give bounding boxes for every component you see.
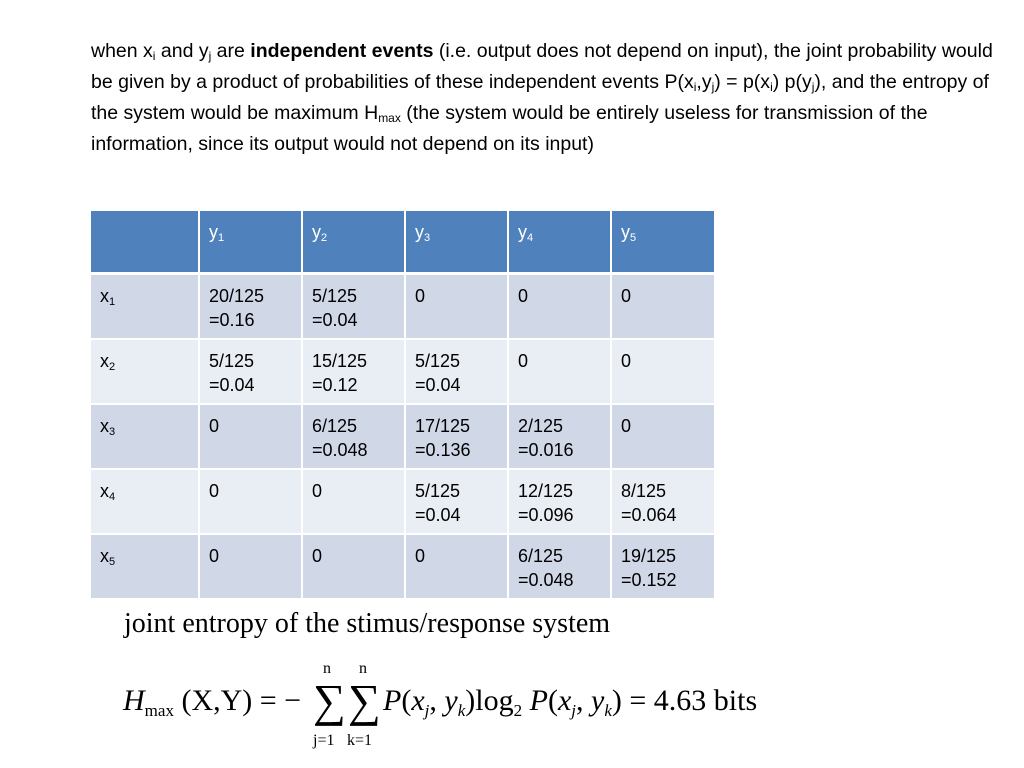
intro-paragraph: [91, 36, 1016, 160]
table-cell: 0: [302, 534, 405, 599]
joint-entropy-formula: [123, 650, 823, 760]
para-sub-3: i: [693, 80, 697, 94]
table-cell: 0: [611, 404, 714, 469]
para-sub-4: j: [711, 80, 715, 94]
col-header-y1: $y_1$: [199, 211, 302, 274]
sum-k-symbol: ∑: [348, 675, 381, 726]
table-cell: 0: [508, 339, 611, 404]
table-header-row: [91, 211, 714, 274]
table-cell: 20/125 =0.16: [199, 274, 302, 340]
joint-probability-table: [91, 211, 714, 600]
table-row: [91, 274, 714, 340]
row-header-x3: $x_3$: [91, 404, 199, 469]
table-cell: 5/125 =0.04: [302, 274, 405, 340]
table-cell: 0: [199, 534, 302, 599]
table-row: [91, 469, 714, 534]
table-cell: 0: [611, 339, 714, 404]
table-cell: 0: [611, 274, 714, 340]
para-text-9: (the system would be entirely useless for transmission of the information, since its output would not depend on its input): [91, 102, 928, 155]
table-cell: 12/125 =0.096: [508, 469, 611, 534]
row-header-x5: $x_5$: [91, 534, 199, 599]
row-header-x2: $x_2$: [91, 339, 199, 404]
para-sub-max: max: [378, 111, 401, 125]
table-cell: 5/125 =0.04: [405, 339, 508, 404]
table-cell: 0: [199, 404, 302, 469]
table-cell: 17/125 =0.136: [405, 404, 508, 469]
table-cell: 15/125 =0.12: [302, 339, 405, 404]
col-header-y3: $y_3$: [405, 211, 508, 274]
col-header-y5: $y_5$: [611, 211, 714, 274]
para-text-5: ,y: [696, 71, 712, 93]
table-cell: 0: [405, 534, 508, 599]
col-header-y4: $y_4$: [508, 211, 611, 274]
table-cell: 6/125 =0.048: [302, 404, 405, 469]
sum-j-lower: j=1: [313, 732, 335, 749]
para-text-6: ) = p(x: [714, 71, 771, 93]
para-text-8: ), and the entropy of the system would be maximum H: [91, 71, 989, 124]
table-row: [91, 534, 714, 599]
table-cell: 8/125 =0.064: [611, 469, 714, 534]
table-cell: 5/125 =0.04: [199, 339, 302, 404]
table-cell: 0: [199, 469, 302, 534]
row-header-x4: $x_4$: [91, 469, 199, 534]
para-sub-5: i: [770, 80, 773, 94]
para-text-2: and y: [155, 40, 209, 62]
table-cell: 0: [508, 274, 611, 340]
para-text-4: (i.e. output does not depend on input), the joint probability would be given by a product of probabilities of these independent events P(x: [91, 40, 993, 93]
table-row: [91, 404, 714, 469]
table-cell: 6/125 =0.048: [508, 534, 611, 599]
para-sub-6: j: [811, 80, 815, 94]
table-cell: 19/125 =0.152: [611, 534, 714, 599]
table-row: [91, 339, 714, 404]
table-cell: 0: [302, 469, 405, 534]
sum-k-lower: k=1: [347, 732, 373, 749]
table-cell: 0: [405, 274, 508, 340]
para-text-3: are: [211, 40, 251, 62]
para-text-1: when x: [91, 40, 153, 62]
para-sub-2: j: [208, 49, 212, 63]
table-cell: 5/125 =0.04: [405, 469, 508, 534]
row-header-x1: $x_1$: [91, 274, 199, 340]
sum-k-upper: n: [359, 660, 367, 677]
header-corner-cell: [91, 211, 199, 274]
formula-caption: joint entropy of the stimus/response system: [124, 608, 611, 639]
para-sub-1: i: [152, 49, 156, 63]
para-bold-term: independent events: [250, 40, 434, 62]
formula-lhs: $H_{max}$ (X,Y) = −: [123, 684, 302, 720]
formula-summand: $P(x_j$, $y_k)\log_2$ $P(x_j$, $y_k) = 4.63$ bits: [383, 684, 758, 720]
table-cell: 2/125 =0.016: [508, 404, 611, 469]
sum-j-upper: n: [323, 660, 331, 677]
para-text-7: ) p(y: [772, 71, 812, 93]
col-header-y2: $y_2$: [302, 211, 405, 274]
sum-j-symbol: ∑: [313, 675, 346, 726]
